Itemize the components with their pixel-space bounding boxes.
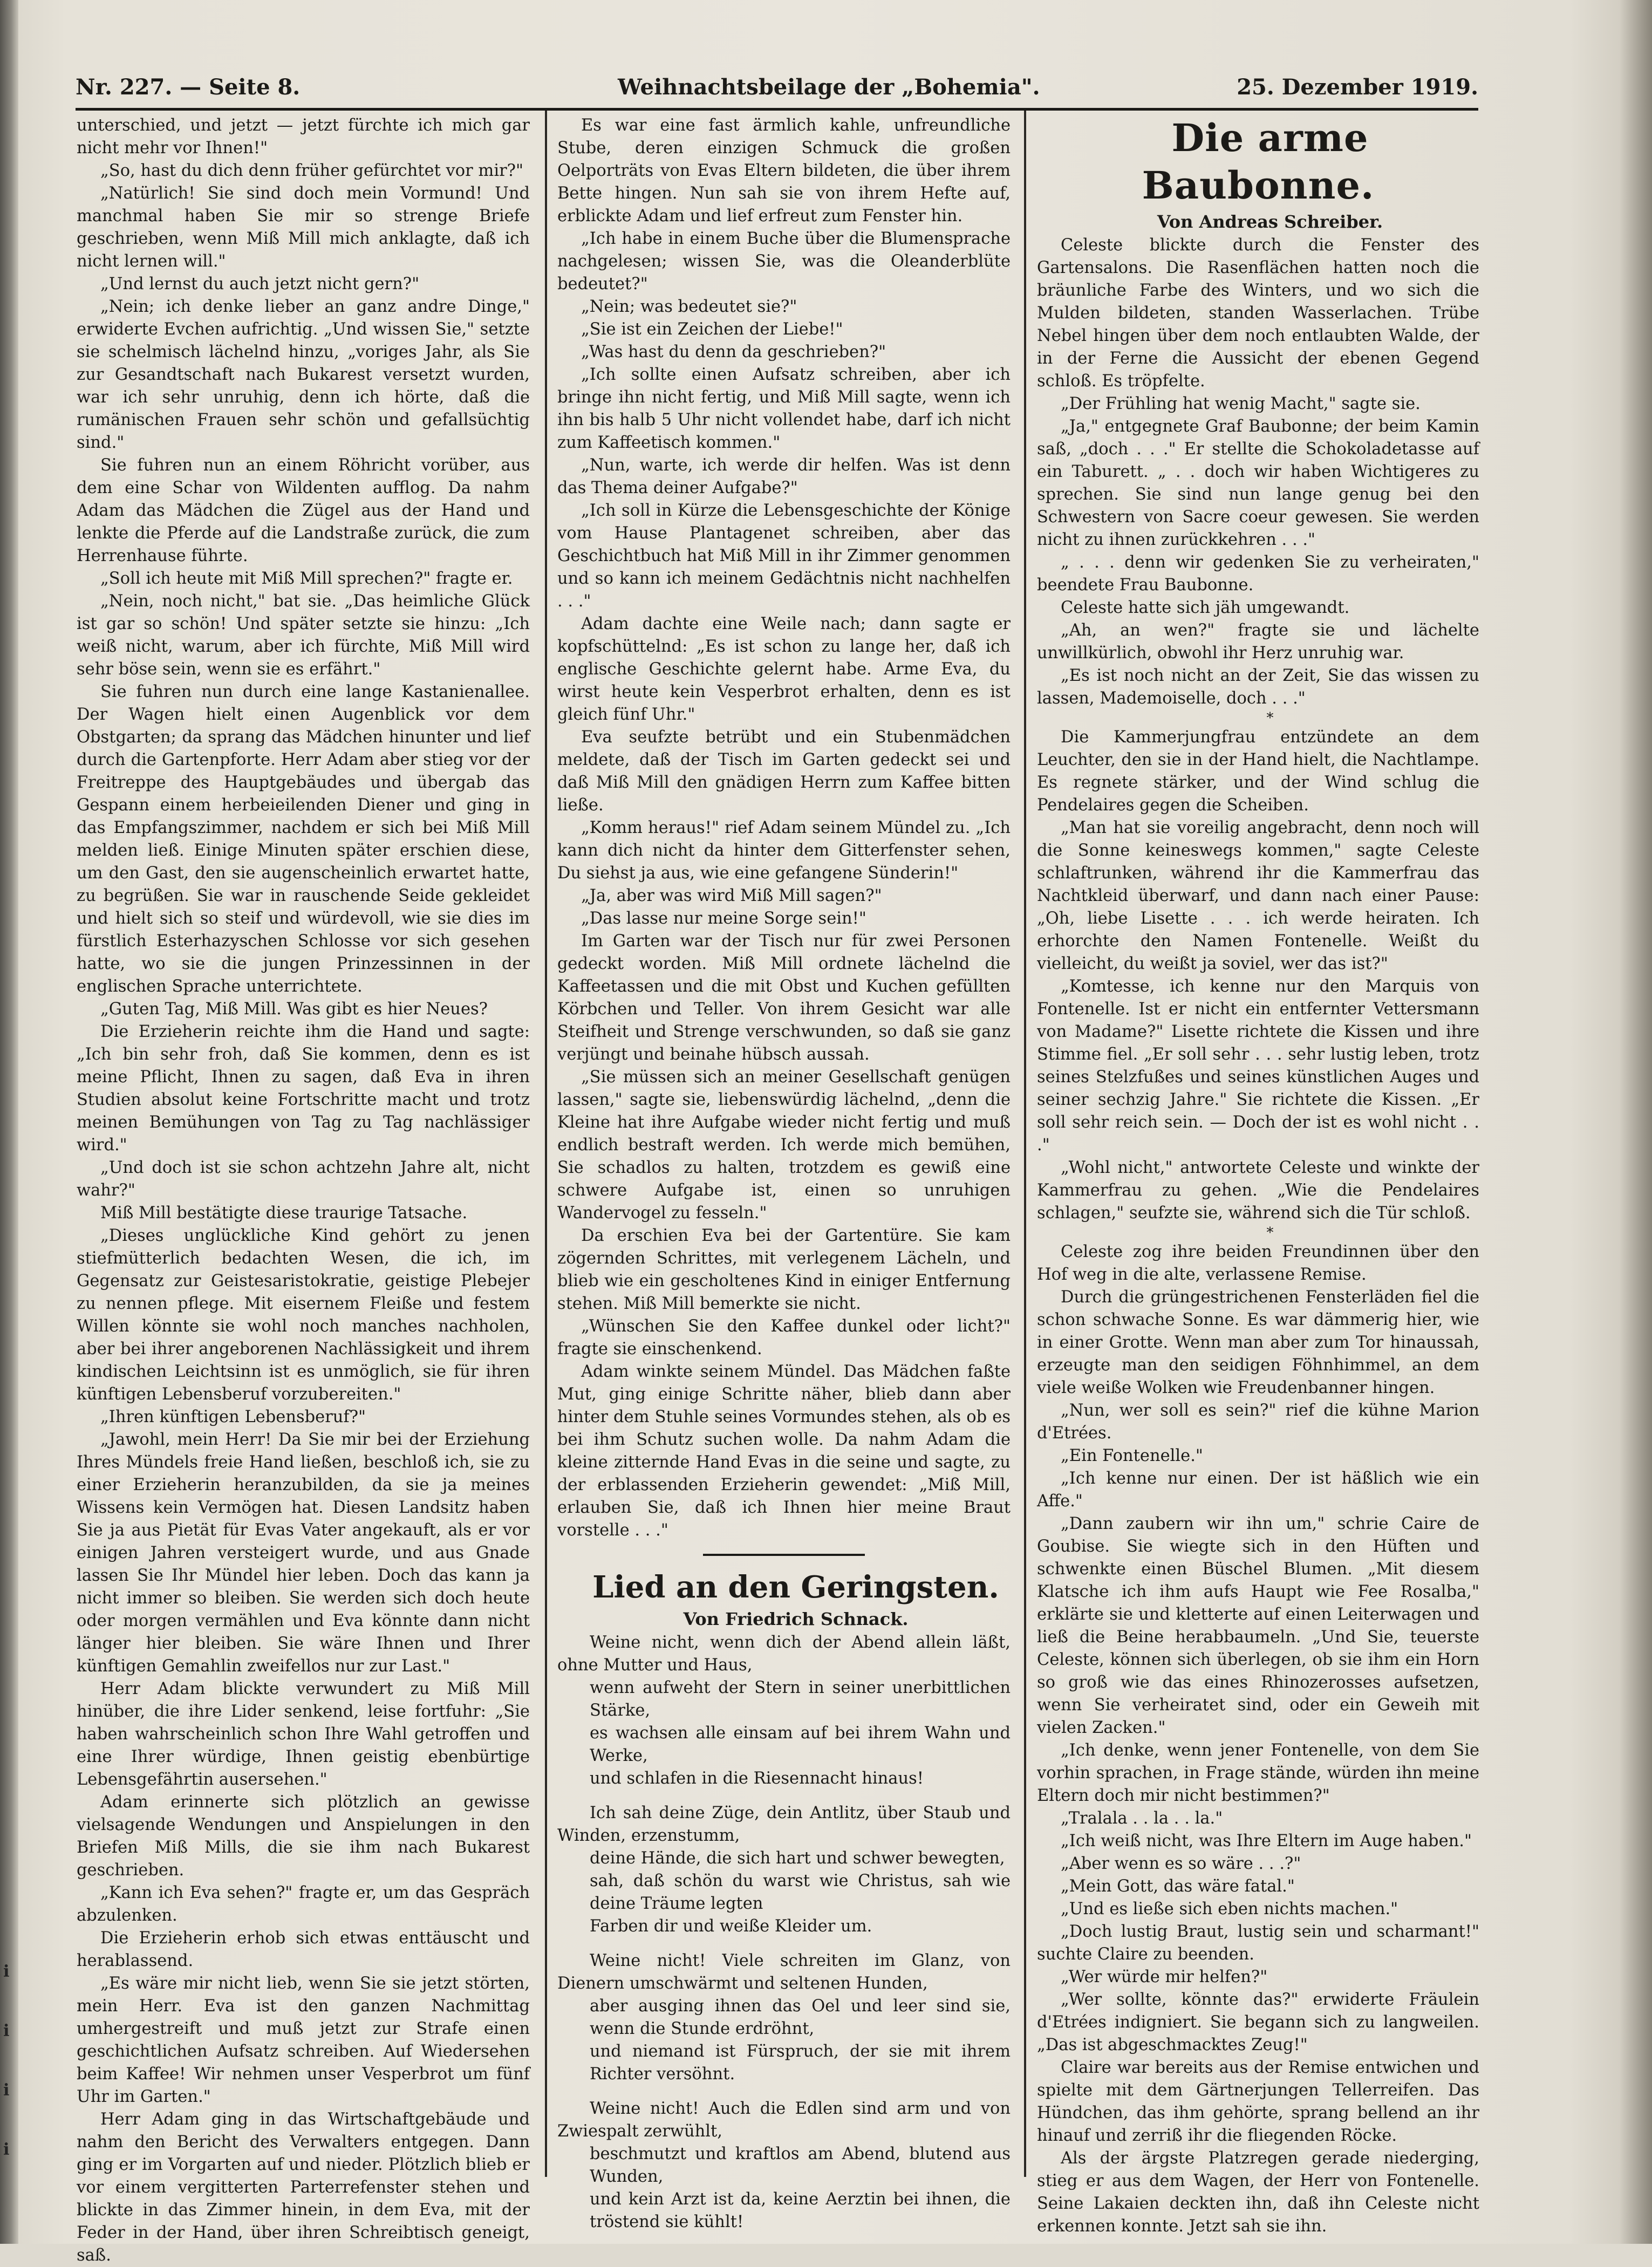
paragraph: „Das lasse nur meine Sorge sein!" [581, 909, 866, 928]
paragraph: Als der ärgste Platzregen gerade niederging, stieg er aus dem Wagen, der Herr von Fontenelle. Seine Lakaien deckten ihn, daß ihn Celeste nicht erkennen konnte. Jetzt sah sie ihn. [1037, 2149, 1479, 2236]
page-edge-shadow [1620, 0, 1652, 2244]
poem-line: wenn aufweht der Stern in seiner unerbittlichen Stärke, [590, 1678, 1011, 1720]
paragraph: „Jawohl, mein Herr! Da Sie mir bei der Erziehung Ihres Mündels freie Hand ließen, beschloß ich, sie zu einer Erzieherin heranzubilden, da sie ja meines Wissens kein Vermögen hat. Diesen Landsitz haben Sie ja aus Pietät für Evas Vater angekauft, als er vor einigen Jahren versteigert wurde, und aus Gnade lassen Sie Ihr Mündel hier leben. Doch das kann ja nicht immer so bleiben. Sie werden sich doch heute oder morgen vermählen und Eva könnte dann nicht länger hier bleiben. Sie wäre Ihnen und Ihrer künftigen Gemahlin zweifellos nur zur Last." [77, 1430, 530, 1676]
paragraph: „Es ist noch nicht an der Zeit, Sie das wissen zu lassen, Mademoiselle, doch . . ." [1037, 666, 1479, 708]
paragraph: „Ich denke, wenn jener Fontenelle, von dem Sie vorhin sprachen, in Frage stände, würden ihn meine Eltern doch mir nicht bestimmen?" [1037, 1741, 1479, 1805]
paragraph: „Und lernst du auch jetzt nicht gern?" [100, 275, 420, 293]
section-star: * [1266, 710, 1274, 726]
poem-line: Farben dir und weiße Kleider um. [590, 1917, 872, 1936]
paragraph: „Wer sollte, könnte das?" erwiderte Fräulein d'Etrées indigniert. Sie begann sich zu langweilen. „Das ist abgeschmacktes Zeug!" [1037, 1990, 1479, 2054]
paragraph: „Soll ich heute mit Miß Mill sprechen?" fragte er. [100, 569, 513, 588]
paragraph: „Dann zaubern wir ihn um," schrie Caire de Goubise. Sie wiegte sich in den Hüften und schwenkte einen Büschel Blumen. „Mit diesem Klatsche ich ihm aufs Haupt wie Fee Rosalba," erklärte sie und kletterte auf einen Leiterwagen und ließ die Beine herabbaumeln. „Und Sie, teuerste Celeste, können sich überlegen, ob sie ihm ein Horn so groß wie das eines Rhinozerosses aufsetzen, wenn Sie verheiratet sind, oder ein Geweih mit vielen Zacken." [1037, 1514, 1479, 1737]
paragraph: „So, hast du dich denn früher gefürchtet vor mir?" [100, 161, 524, 180]
paragraph: „Ich sollte einen Aufsatz schreiben, aber ich bringe ihn nicht fertig, und Miß Mill sagte, wenn ich ihn bis halb 5 Uhr nicht vollendet habe, darf ich nicht zum Kaffeetisch kommen." [557, 365, 1011, 452]
paragraph: „Nun, warte, ich werde dir helfen. Was ist denn das Thema deiner Aufgabe?" [557, 456, 1011, 497]
poem-line: Weine nicht! Auch die Edlen sind arm und von Zwiespalt zerwühlt, [557, 2099, 1011, 2141]
poem-title: Lied an den Geringsten. [592, 1569, 999, 1605]
paragraph: „Ah, an wen?" fragte sie und lächelte unwillkürlich, obwohl ihr Herz unruhig war. [1037, 621, 1479, 663]
paragraph: „Ich habe in einem Buche über die Blumensprache nachgelesen; wissen Sie, was die Oleanderblüte bedeutet?" [557, 229, 1011, 293]
paragraph: „Wer würde mir helfen?" [1061, 1968, 1268, 1986]
poem-line: deine Hände, die sich hart und schwer bewegten, [590, 1849, 1005, 1868]
poem-body [557, 1631, 1011, 2234]
paragraph: „Wünschen Sie den Kaffee dunkel oder licht?" fragte sie einschenkend. [557, 1317, 1011, 1358]
paragraph: „Nein; was bedeutet sie?" [581, 297, 797, 316]
poem-line: aber ausging ihnen das Oel und leer sind sie, wenn die Stunde erdröhnt, [590, 1997, 1011, 2038]
paragraph: „Komm heraus!" rief Adam seinem Mündel zu. „Ich kann dich nicht da hinter dem Gitterfenster sehen, Du siehst ja aus, wie eine gefangene Sünderin!" [557, 818, 1011, 883]
paragraph: „Guten Tag, Miß Mill. Was gibt es hier Neues? [100, 1000, 488, 1019]
paragraph: „Man hat sie voreilig angebracht, denn noch will die Sonne keineswegs kommen," sagte Celeste schlaftrunken, während ihr die Kammerfrau das Nachtkleid überwarf, und dann nach einer Pause: „Oh, liebe Lisette . . . ich werde heiraten. Ich erhorchte den Namen Fontenelle. Weißt du vielleicht, du weißt ja soviel, wer das ist?" [1037, 818, 1479, 973]
poem-line: und schlafen in die Riesennacht hinaus! [590, 1769, 924, 1788]
poem-line: und niemand ist Fürspruch, der sie mit ihrem Richter versöhnt. [590, 2042, 1011, 2084]
column-rule [1024, 111, 1026, 2177]
paragraph: „Ich weiß nicht, was Ihre Eltern im Auge haben." [1061, 1832, 1472, 1851]
paragraph: Sie fuhren nun durch eine lange Kastanienallee. Der Wagen hielt einen Augenblick vor dem Obstgarten; da sprang das Mädchen hinunter und lief durch die Gartenpforte. Herr Adam aber stieg vor der Freitreppe des Hauptgebäudes und übergab das Gespann einem herbeieilenden Diener und ging in das Empfangszimmer, nachdem er sich bei Miß Mill melden ließ. Einige Minuten später erschien diese, um den Gast, den sie augenscheinlich erwartet hatte, zu begrüßen. Sie war in rauschende Seide gekleidet und hielt sich so steif und würdevoll, wie sie dies im fürstlich Esterhazyschen Schlosse vor sich gesehen hatte, wo sie die jungen Prinzessinnen in der englischen Sprache unterrichtete. [77, 682, 530, 996]
article-author: Von Andreas Schreiber. [1157, 211, 1383, 232]
page-spine [0, 0, 18, 2244]
column-1 [77, 114, 530, 2265]
paragraph: „Was hast du denn da geschrieben?" [581, 343, 886, 361]
paragraph: Durch die grüngestrichenen Fensterläden fiel die schon schwache Sonne. Es war dämmerig hier, wie in einer Grotte. Wenn man aber zum Tor hinaussah, erzeugte man den seidigen Föhnhimmel, an dem viele weiße Wolken wie Freudenbanner hingen. [1037, 1288, 1479, 1397]
paragraph: Miß Mill bestätigte diese traurige Tatsache. [100, 1204, 468, 1223]
paragraph: Herr Adam ging in das Wirtschaftgebäude und nahm den Bericht des Verwalters entgegen. Dann ging er im Vorgarten auf und nieder. Plötzlich blieb er vor einem vergitterten Parterrefenster stehen und blickte in das Zimmer hinein, in dem Eva, mit der Feder in der Hand, über ihren Schreibtisch geneigt, saß. [77, 2110, 530, 2265]
paragraph: Die Kammerjungfrau entzündete an dem Leuchter, den sie in der Hand hielt, die Nachtlampe. Es regnete stärker, und der Wind schlug die Pendelaires gegen die Scheiben. [1037, 728, 1479, 815]
page-header [76, 74, 1478, 107]
supplement-title: Weihnachtsbeilage der „Bohemia". [618, 74, 1040, 100]
section-divider [703, 1554, 865, 1556]
poem-line: und kein Arzt ist da, keine Aerztin bei ihnen, die tröstend sie kühlt! [590, 2190, 1011, 2231]
margin-marks [3, 1942, 17, 2180]
paragraph: unterschied, und jetzt — jetzt fürchte ich mich gar nicht mehr vor Ihnen!" [77, 116, 530, 158]
poem-line: Weine nicht, wenn dich der Abend allein läßt, ohne Mutter und Haus, [557, 1633, 1011, 1675]
paragraph: „Und doch ist sie schon achtzehn Jahre alt, nicht wahr?" [77, 1158, 530, 1200]
paragraph: Herr Adam blickte verwundert zu Miß Mill hinüber, die ihre Lider senkend, leise fortfuhr: „Sie haben wahrscheinlich schon Ihre Wahl getroffen und eine Ihrer würdige, Ihnen geistig ebenbürtige Lebensgefährtin ausersehen." [77, 1679, 530, 1789]
paragraph: Sie fuhren nun an einem Röhricht vorüber, aus dem eine Schar von Wildenten aufflog. Da nahm Adam das Mädchen die Zügel aus der Hand und lenkte die Pferde auf die Landstraße zurück, die zum Herrenhause führte. [77, 456, 530, 565]
issue-number: Nr. 227. — Seite 8. [76, 74, 301, 100]
paragraph: „Wohl nicht," antwortete Celeste und winkte der Kammerfrau zu gehen. „Wie die Pendelaires schlagen," seufzte sie, während sich die Tür schloß. [1037, 1158, 1479, 1223]
paragraph: „Sie müssen sich an meiner Gesellschaft genügen lassen," sagte sie, liebenswürdig lächelnd, „denn die Kleine hat ihre Aufgabe wieder nicht fertig und muß endlich bestraft werden. Ich werde mich bemühen, Sie schadlos zu halten, trotzdem es gewiß eine schwere Aufgabe ist, einen so unruhigen Wandervogel zu fesseln." [557, 1068, 1011, 1223]
paragraph: „Nun, wer soll es sein?" rief die kühne Marion d'Etrées. [1037, 1401, 1479, 1443]
paragraph: „Der Frühling hat wenig Macht," sagte sie. [1061, 394, 1421, 413]
paragraph: Da erschien Eva bei der Gartentüre. Sie kam zögernden Schrittes, mit verlegenem Lächeln, und blieb wie ein gescholtenes Kind in einiger Entfernung stehen. Miß Mill bemerkte sie nicht. [557, 1226, 1011, 1313]
paragraph: „Tralala . . la . . la." [1061, 1809, 1223, 1828]
paragraph: „Ich soll in Kürze die Lebensgeschichte der Könige vom Hause Plantagenet schreiben, aber das Geschichtbuch hat Miß Mill in ihr Zimmer genommen und so kann ich meinem Gedächtnis nicht nachhelfen . . ." [557, 501, 1011, 611]
paragraph: Adam erinnerte sich plötzlich an gewisse vielsagende Wendungen und Anspielungen in den Briefen Miß Mills, die sie ihm nach Bukarest geschrieben. [77, 1793, 530, 1880]
poem-line: es wachsen alle einsam auf bei ihrem Wahn und Werke, [590, 1724, 1011, 1765]
paragraph: „Es wäre mir nicht lieb, wenn Sie sie jetzt störten, mein Herr. Eva ist den ganzen Nachmittag umhergestreift und muß jetzt zur Strafe einen geschichtlichen Aufsatz schreiben. Auf Wiedersehen beim Kaffee! Wir nehmen unser Vesperbrot um fünf Uhr im Garten." [77, 1974, 530, 2106]
paragraph: „Ein Fontenelle." [1061, 1446, 1203, 1465]
paragraph: „Sie ist ein Zeichen der Liebe!" [581, 320, 843, 339]
paragraph: „Ja, aber was wird Miß Mill sagen?" [581, 886, 882, 905]
margin-mark: i [3, 2022, 10, 2040]
paragraph: „Nein; ich denke lieber an ganz andre Dinge," erwiderte Evchen aufrichtig. „Und wissen Sie," setzte sie schelmisch lächelnd hinzu, „voriges Jahr, als Sie zur Gesandtschaft nach Bukarest versetzt wurden, war ich sehr unruhig, denn ich hörte, daß die rumänischen Frauen sehr schön und gefallsüchtig sind." [77, 297, 530, 452]
paragraph: „Nein, noch nicht," bat sie. „Das heimliche Glück ist gar so schön! Und später setzte sie hinzu: „Ich weiß nicht, warum, aber ich fürchte, Miß Mill wird sehr böse sein, wenn sie es erfährt." [77, 592, 530, 679]
poem-line: Weine nicht! Viele schreiten im Glanz, von Dienern umschwärmt und seltenen Hunden, [557, 1951, 1011, 1993]
paragraph: „Und es ließe sich eben nichts machen." [1061, 1900, 1398, 1918]
margin-mark: i [3, 1962, 10, 1981]
article-title: Die arme Baubonne. [1142, 115, 1375, 208]
poem-author: Von Friedrich Schnack. [683, 1609, 909, 1629]
article-section-1 [1037, 234, 1479, 710]
paragraph: „Aber wenn es so wäre . . .?" [1061, 1854, 1301, 1873]
paragraph: „Ich kenne nur einen. Der ist häßlich wie ein Affe." [1037, 1469, 1479, 1511]
header-rule [76, 108, 1478, 111]
poem-line: beschmutzt und kraftlos am Abend, blutend aus Wunden, [590, 2145, 1011, 2186]
paragraph: „Doch lustig Braut, lustig sein und scharmant!" suchte Claire zu beenden. [1037, 1922, 1479, 1964]
paragraph: „Mein Gott, das wäre fatal." [1061, 1877, 1295, 1896]
paragraph: Die Erzieherin erhob sich etwas enttäuscht und herablassend. [77, 1929, 530, 1970]
column-2 [557, 114, 1011, 2231]
paragraph: „Ja," entgegnete Graf Baubonne; der beim Kamin saß, „doch . . ." Er stellte die Schokoladetasse auf ein Taburett. „ . . doch wir haben Wichtigeres zu sprechen. Sie sind nun lange genug bei den Schwestern von Sacre coeur gewesen. Sie werden nicht zu ihnen zurückkehren . . ." [1037, 417, 1479, 549]
poem-line: sah, daß schön du warst wie Christus, sah wie deine Träume legten [590, 1872, 1011, 1913]
paragraph: „Dieses unglückliche Kind gehört zu jenen stiefmütterlich bedachten Wesen, die ich, im Gegensatz zur Geistesaristokratie, geistige Plebejer zu nennen pflege. Mit eisernem Fleiße und festem Willen könnte sie wohl noch manches nachholen, aber bei ihrer angeborenen Nachlässigkeit und ihrem kindischen Leichtsinn ist es unmöglich, sie für ihren künftigen Lebensberuf vorzubereiten." [77, 1226, 530, 1404]
article-section-3 [1037, 1241, 1479, 2238]
margin-mark: i [3, 2081, 10, 2100]
paragraph: „Kann ich Eva sehen?" fragte er, um das Gespräch abzulenken. [77, 1883, 530, 1925]
column-rule [545, 111, 547, 2177]
paragraph: „Ihren künftigen Lebensberuf?" [100, 1408, 366, 1426]
article-section-2 [1037, 726, 1479, 1225]
section-star: * [1266, 1225, 1274, 1241]
poem-line: Ich sah deine Züge, dein Antlitz, über Staub und Winden, erzenstumm, [557, 1804, 1011, 1845]
issue-date: 25. Dezember 1919. [1237, 74, 1478, 100]
paragraph: Adam winkte seinem Mündel. Das Mädchen faßte Mut, ging einige Schritte näher, blieb dann aber hinter dem Stuhle seines Vormundes stehen, als ob es bei ihm Schutz suchen wolle. Da nahm Adam die kleine zitternde Hand Evas in die seine und sagte, zu der erblassenden Erzieherin gewendet: „Miß Mill, erlauben Sie, daß ich Ihnen hier meine Braut vorstelle . . ." [557, 1362, 1011, 1540]
paragraph: Eva seufzte betrübt und ein Stubenmädchen meldete, daß der Tisch im Garten gedeckt sei und daß Miß Mill den gnädigen Herrn zum Kaffee bitten ließe. [557, 728, 1011, 815]
story-continuation [557, 114, 1011, 1542]
paragraph: Es war eine fast ärmlich kahle, unfreundliche Stube, deren einzigen Schmuck die großen Oelporträts von Evas Eltern bildeten, die über ihrem Bette hingen. Nun sah sie von ihrem Hefte auf, erblickte Adam und lief erfreut zum Fenster hin. [557, 116, 1011, 226]
paragraph: Claire war bereits aus der Remise entwichen und spielte mit dem Gärtnerjungen Tellerreifen. Das Hündchen, das ihm gehörte, sprang bellend an ihr hinauf und zerriß ihr die fliegenden Röcke. [1037, 2058, 1479, 2145]
column-3 [1037, 114, 1479, 2236]
paragraph: Celeste hatte sich jäh umgewandt. [1061, 598, 1350, 617]
margin-mark: i [3, 2140, 10, 2159]
paragraph: „Komtesse, ich kenne nur den Marquis von Fontenelle. Ist er nicht ein entfernter Vettersmann von Madame?" Lisette richtete die Kissen und ihre Stimme fiel. „Er soll sehr . . . sehr lustig leben, trotz seines Stelzfußes und seines künstlichen Auges und seiner sechzig Jahre." Sie richtete die Kissen. „Er soll sehr reich sein. — Doch der ist es wohl nicht . . ." [1037, 977, 1479, 1155]
paragraph: „ . . . denn wir gedenken Sie zu verheiraten," beendete Frau Baubonne. [1037, 553, 1479, 595]
paragraph: Im Garten war der Tisch nur für zwei Personen gedeckt worden. Miß Mill ordnete lächelnd die Kaffeetassen und die mit Obst und Kuchen gefüllten Körbchen und Teller. Von ihrem Gesicht war alle Steifheit und Strenge verschwunden, so daß sie ganz verjüngt und beinahe hübsch aussah. [557, 932, 1011, 1064]
paragraph: Celeste blickte durch die Fenster des Gartensalons. Die Rasenflächen hatten noch die bräunliche Farbe des Winters, und wo sich die Mulden bildeten, standen Wasserlachen. Trübe Nebel hingen über dem noch entlaubten Walde, der in der Ferne die Aussicht der ebenen Gegend schloß. Es tröpfelte. [1037, 236, 1479, 391]
paragraph: Celeste zog ihre beiden Freundinnen über den Hof weg in die alte, verlassene Remise. [1037, 1242, 1479, 1284]
paragraph: Adam dachte eine Weile nach; dann sagte er kopfschüttelnd: „Es ist schon zu lange her, daß ich englische Geschichte gelernt habe. Arme Eva, du wirst heute kein Vesperbrot erhalten, denn es ist gleich fünf Uhr." [557, 614, 1011, 724]
paragraph: „Natürlich! Sie sind doch mein Vormund! Und manchmal haben Sie mir so strenge Briefe geschrieben, wenn Miß Mill mich anklagte, daß ich nicht lernen will." [77, 184, 530, 271]
paragraph: Die Erzieherin reichte ihm die Hand und sagte: „Ich bin sehr froh, daß Sie kommen, denn es ist meine Pflicht, Ihnen zu sagen, daß Eva in ihren Studien absolut keine Fortschritte macht und trotz meinen Bemühungen von Tag zu Tag nachlässiger wird." [77, 1022, 530, 1155]
